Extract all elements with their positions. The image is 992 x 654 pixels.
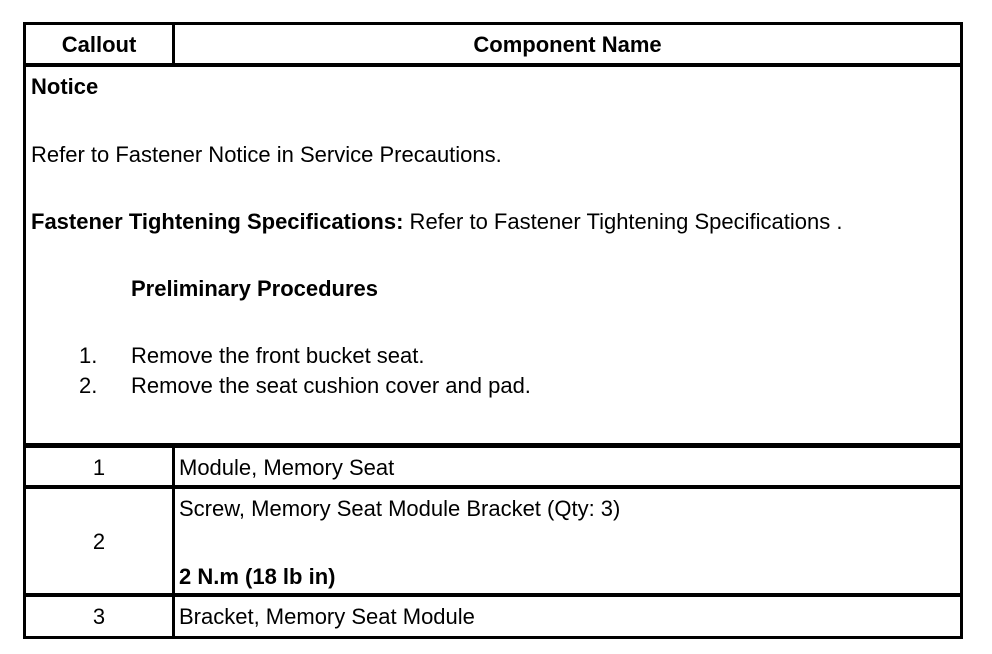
fastener-spec-text: Refer to Fastener Tightening Specifications . [403, 209, 843, 234]
step-number: 1. [79, 343, 98, 368]
header-component-name: Component Name [473, 32, 662, 57]
row-callout: 3 [92, 604, 106, 629]
column-divider [172, 445, 175, 639]
row-divider [26, 593, 960, 597]
step-text: Remove the seat cushion cover and pad. [131, 373, 531, 398]
row-component-name: Module, Memory Seat [179, 455, 395, 480]
row-component-name: Screw, Memory Seat Module Bracket (Qty: 3) [179, 496, 621, 521]
row-torque-spec: 2 N.m (18 lb in) [179, 564, 336, 589]
row-callout: 2 [92, 529, 106, 554]
notice-title: Notice [31, 74, 99, 99]
preliminary-procedures-title: Preliminary Procedures [131, 276, 379, 301]
header-divider [26, 63, 960, 67]
row-callout: 1 [92, 455, 106, 480]
fastener-spec-line [31, 209, 842, 235]
row-divider [26, 485, 960, 489]
notice-divider [26, 443, 960, 448]
step-text: Remove the front bucket seat. [131, 343, 425, 368]
fastener-spec-label: Fastener Tightening Specifications: [31, 209, 404, 234]
step-number: 2. [79, 373, 98, 398]
notice-text: Refer to Fastener Notice in Service Precautions. [31, 142, 502, 167]
components-table [23, 22, 963, 639]
row-component-name: Bracket, Memory Seat Module [179, 604, 475, 629]
header-callout: Callout [61, 32, 137, 57]
